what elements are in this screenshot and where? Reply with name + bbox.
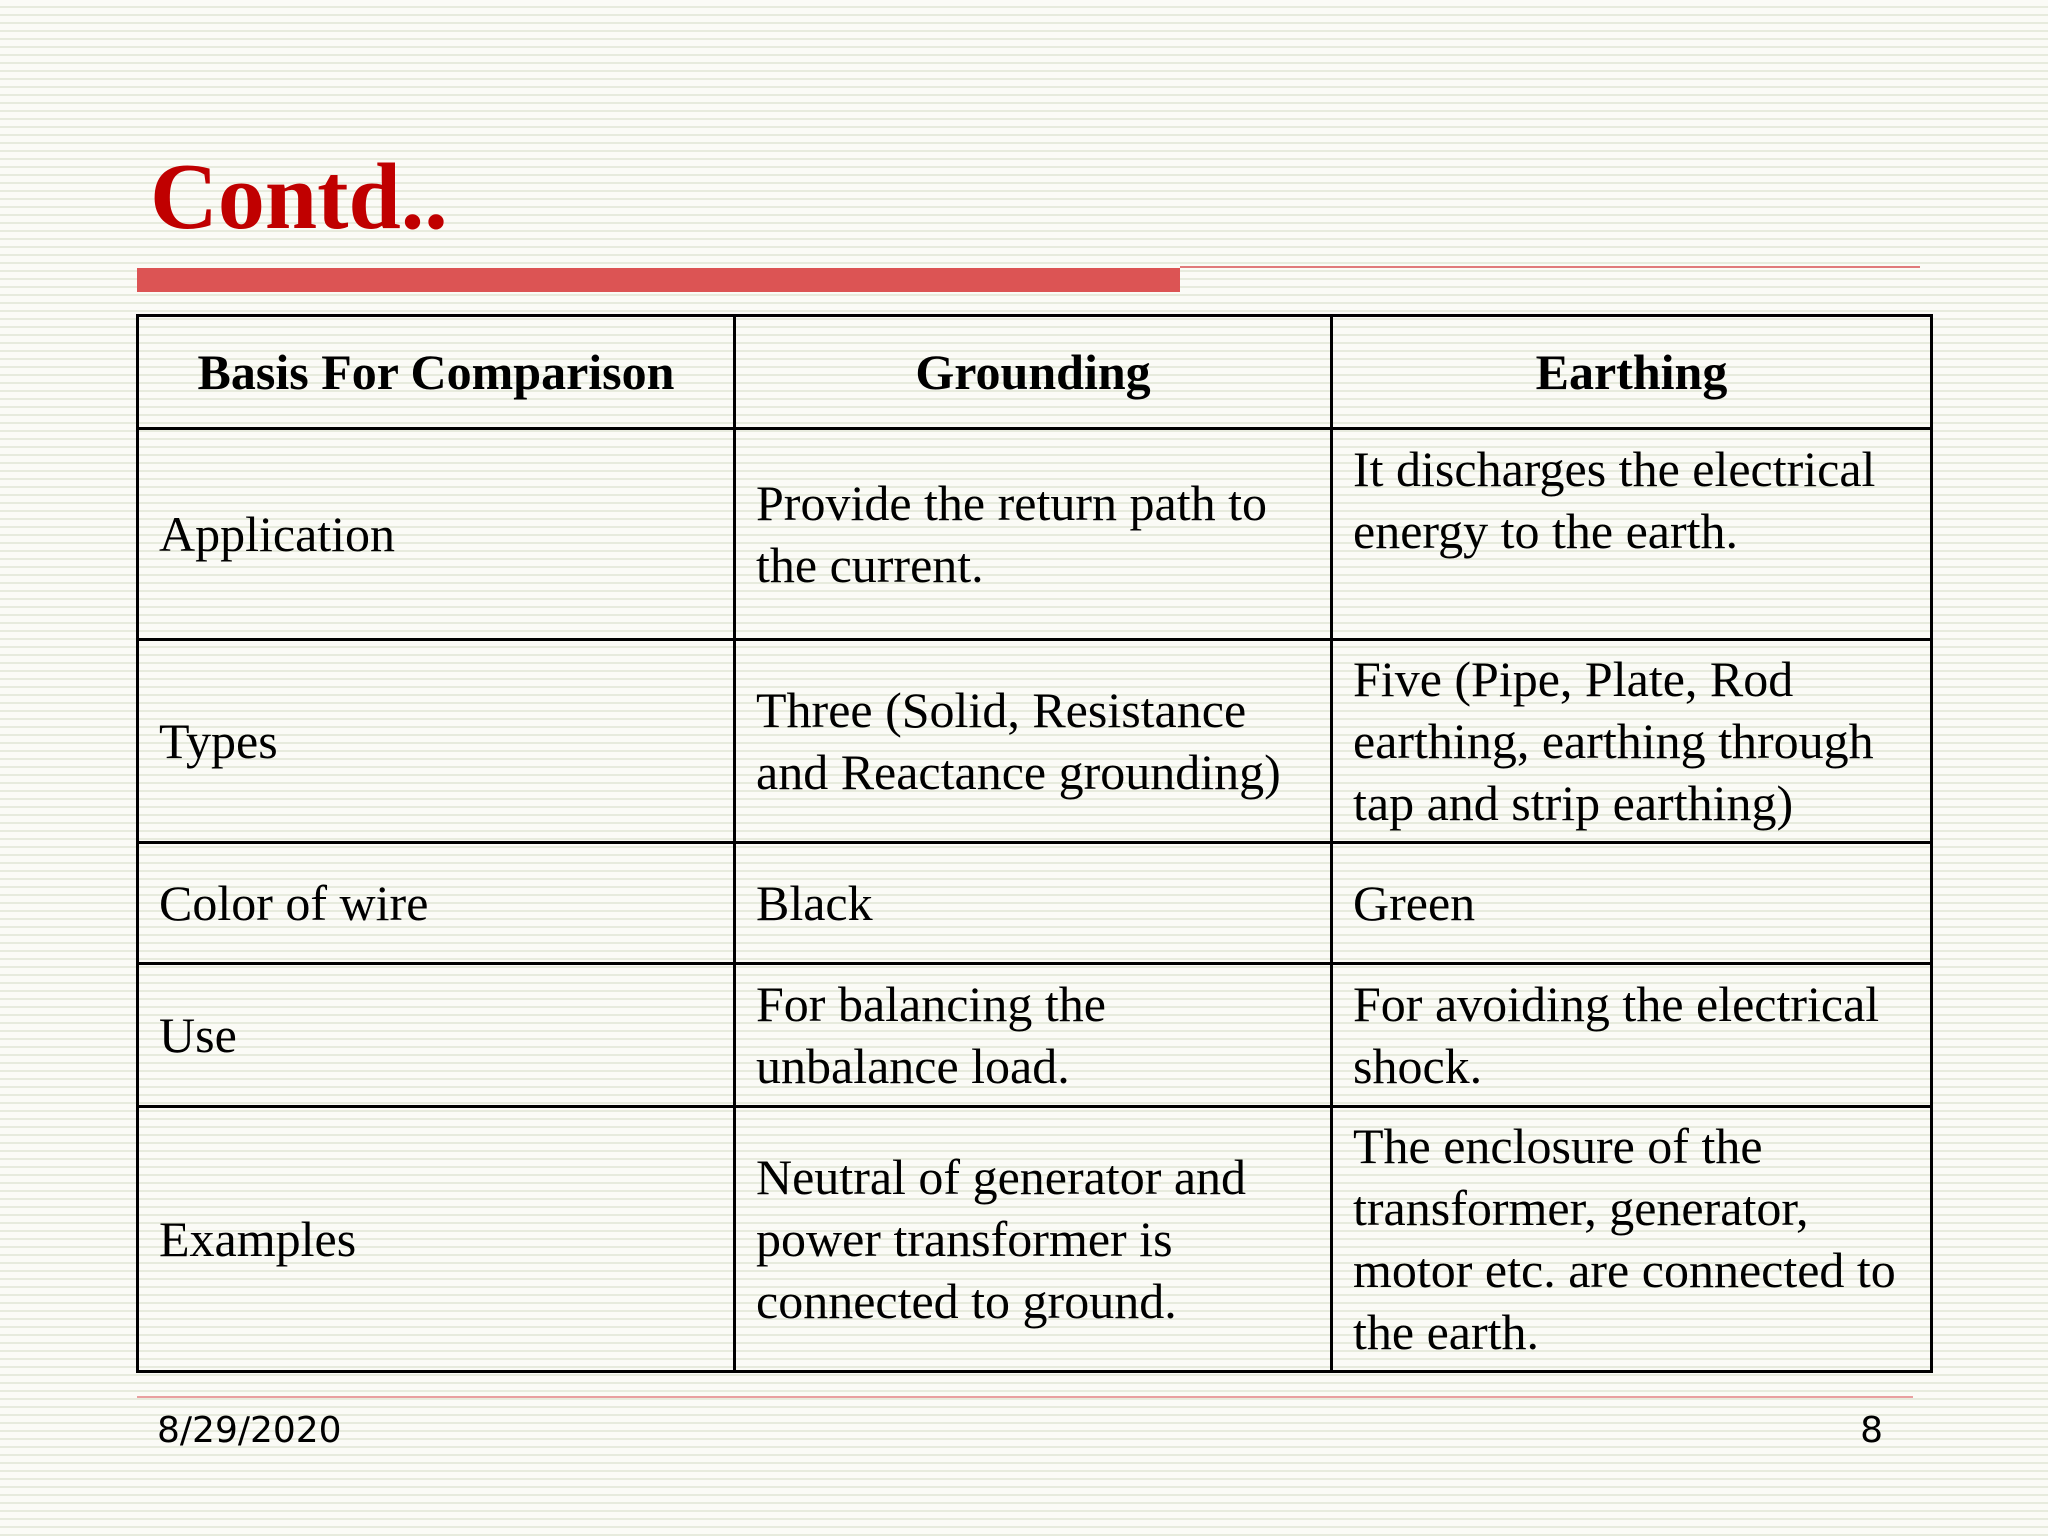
table-cell: Three (Solid, Resistance and Reactance grounding) xyxy=(735,640,1332,843)
table-cell: Examples xyxy=(138,1107,735,1372)
table-cell: Color of wire xyxy=(138,843,735,964)
table-header-row xyxy=(138,316,1932,429)
table-cell: Black xyxy=(735,843,1332,964)
header-grounding: Grounding xyxy=(735,316,1332,429)
table-cell: Types xyxy=(138,640,735,843)
page-number: 8 xyxy=(1860,1410,1883,1451)
table-row xyxy=(138,843,1932,964)
footer-divider xyxy=(137,1396,1913,1398)
table-cell: For avoiding the electrical shock. xyxy=(1332,964,1932,1107)
header-basis: Basis For Comparison xyxy=(138,316,735,429)
comparison-table xyxy=(136,314,1933,1373)
table-cell: Neutral of generator and power transformer is connected to ground. xyxy=(735,1107,1332,1372)
table-row xyxy=(138,640,1932,843)
table-row xyxy=(138,429,1932,640)
table-cell: Five (Pipe, Plate, Rod earthing, earthing through tap and strip earthing) xyxy=(1332,640,1932,843)
title-underline-thin xyxy=(1180,266,1920,268)
table-cell: Green xyxy=(1332,843,1932,964)
table-cell: Use xyxy=(138,964,735,1107)
table-cell: The enclosure of the transformer, generator, motor etc. are connected to the earth. xyxy=(1332,1107,1932,1372)
header-earthing: Earthing xyxy=(1332,316,1932,429)
table-row xyxy=(138,1107,1932,1372)
title-underline-bar xyxy=(137,268,1180,292)
table-cell: Provide the return path to the current. xyxy=(735,429,1332,640)
slide-title: Contd.. xyxy=(150,145,448,249)
footer-date: 8/29/2020 xyxy=(157,1410,342,1451)
table-row xyxy=(138,964,1932,1107)
table-cell: It discharges the electrical energy to the earth. xyxy=(1332,429,1932,640)
table-cell: For balancing the unbalance load. xyxy=(735,964,1332,1107)
table-cell: Application xyxy=(138,429,735,640)
